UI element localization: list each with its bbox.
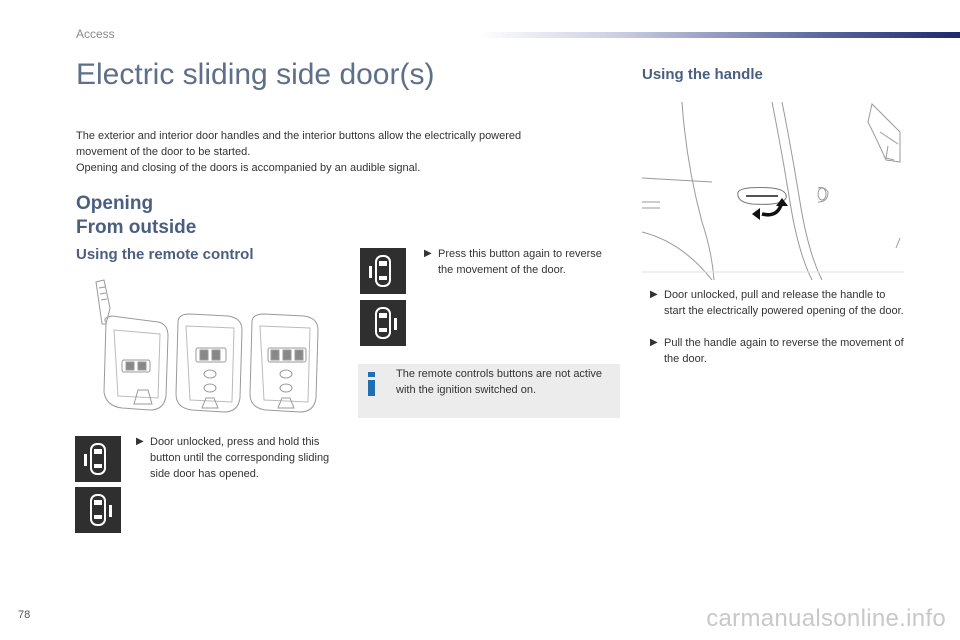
intro-line-2: movement of the door to be started.: [76, 146, 251, 158]
remote-keys-illustration: [86, 278, 338, 418]
watermark: carmanualsonline.info: [706, 605, 946, 632]
info-icon: [366, 372, 378, 396]
right-sliding-door-button: [75, 487, 121, 533]
intro-paragraph: [76, 128, 616, 176]
info-text: The remote controls buttons are not active with the ignition switched on.: [396, 368, 603, 396]
right-sliding-door-button: [360, 300, 406, 346]
handle-bullet-1-text: Door unlocked, pull and release the handle to start the electrically powered opening of the door.: [664, 289, 904, 317]
bullet-arrow-icon: ▶: [650, 337, 658, 348]
handle-bullet-1: [650, 287, 906, 319]
press-again-bullet: [424, 246, 604, 278]
remote-control-heading: Using the remote control: [76, 246, 254, 263]
left-sliding-door-button: [360, 248, 406, 294]
right-sliding-door-icon: [360, 300, 406, 346]
left-sliding-door-icon: [75, 436, 121, 482]
page-number: 78: [18, 609, 31, 621]
left-sliding-door-icon: [360, 248, 406, 294]
door-handle-illustration: [642, 102, 904, 280]
opening-heading: Opening: [76, 193, 154, 214]
handle-heading: Using the handle: [642, 66, 763, 83]
bullet-arrow-icon: ▶: [424, 248, 432, 259]
remote-bullet-text: Door unlocked, press and hold this button until the corresponding sliding side door has opened.: [150, 436, 330, 480]
intro-line-3: Opening and closing of the doors is accompanied by an audible signal.: [76, 162, 421, 174]
bullet-arrow-icon: ▶: [136, 436, 144, 447]
intro-line-1: The exterior and interior door handles and the interior buttons allow the electrically powered: [76, 130, 522, 142]
page-title: Electric sliding side door(s): [76, 58, 435, 91]
remote-bullet: [136, 434, 332, 482]
press-again-text: Press this button again to reverse the movement of the door.: [438, 248, 602, 276]
bullet-arrow-icon: ▶: [650, 289, 658, 300]
info-box: [358, 364, 620, 418]
section-label: Access: [76, 27, 115, 41]
handle-bullet-2: [650, 335, 906, 367]
door-handle-drawing: [642, 102, 904, 280]
remote-keys-drawing: [86, 278, 338, 418]
header-bar: [478, 32, 960, 38]
right-sliding-door-icon: [75, 487, 121, 533]
from-outside-heading: From outside: [76, 217, 197, 238]
left-sliding-door-button: [75, 436, 121, 482]
handle-bullet-2-text: Pull the handle again to reverse the movement of the door.: [664, 337, 904, 365]
